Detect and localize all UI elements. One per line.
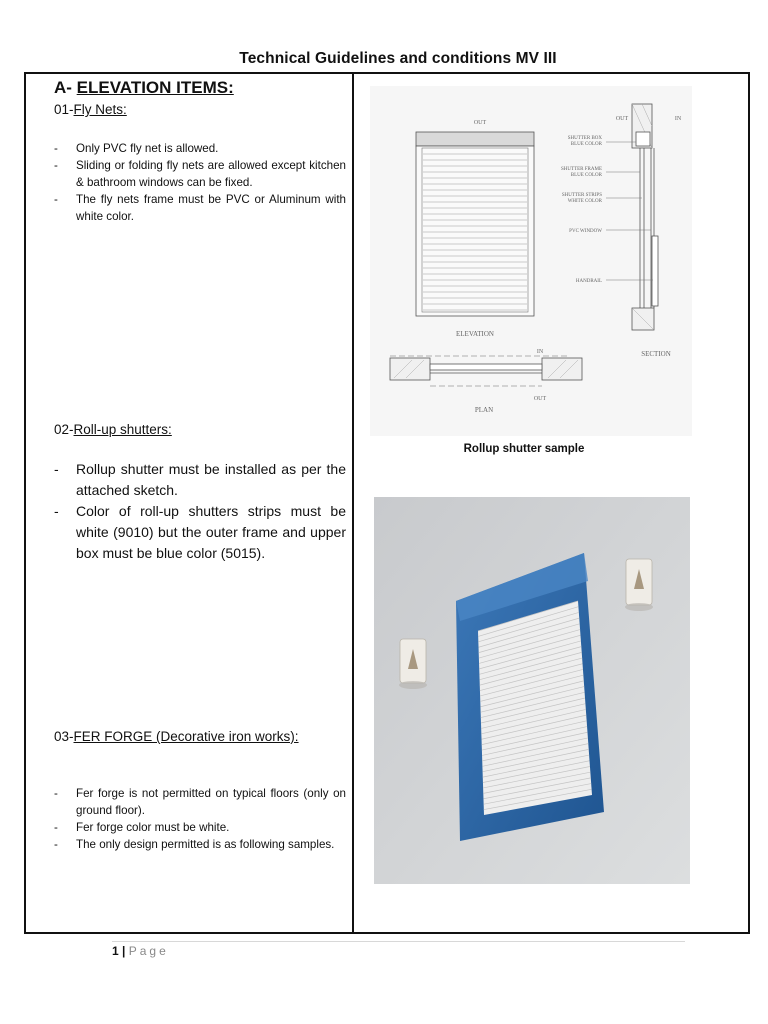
callout-pvc-window: PVC WINDOW <box>569 229 602 234</box>
callout-shutter-box-1: SHUTTER BOX <box>567 136 602 141</box>
subsection-rollup-heading <box>54 422 172 437</box>
page-footer <box>112 944 169 958</box>
footer-separator: | <box>118 944 129 958</box>
plan-drawing <box>390 356 582 386</box>
callout-shutter-frame-2: BLUE COLOR <box>570 173 602 178</box>
elevation-shutter-box <box>416 132 534 146</box>
rollup-shutter-photo <box>374 497 690 884</box>
list-item: - Fer forge color must be white. <box>54 819 346 836</box>
callout-shutter-frame-1: SHUTTER FRAME <box>561 167 602 172</box>
rollup-list <box>54 459 346 564</box>
subsection-title: FER FORGE (Decorative iron works): <box>73 729 299 744</box>
callout-shutter-box-2: BLUE COLOR <box>570 142 602 147</box>
sketch-out-label: OUT <box>473 120 487 126</box>
fly-nets-list <box>54 140 346 225</box>
footer-rule <box>112 941 685 942</box>
column-divider <box>352 72 354 932</box>
section-heading <box>54 78 234 98</box>
callout-shutter-strips-1: SHUTTER STRIPS <box>561 193 602 198</box>
plan-in-label: IN <box>536 349 544 355</box>
section-drawing <box>632 104 658 330</box>
list-item: - Only PVC fly net is allowed. <box>54 140 346 157</box>
list-item: - Color of roll-up shutters strips must be white (9010) but the outer frame and upper box must be blue color (5015). <box>54 501 346 564</box>
wall-lamp-left <box>399 639 427 689</box>
section-out-label: OUT <box>615 116 629 122</box>
elevation-label: ELEVATION <box>456 330 494 338</box>
subsection-title: Fly Nets: <box>73 102 127 117</box>
subsection-number: 03- <box>54 729 74 744</box>
fer-forge-list <box>54 785 346 853</box>
sketch-caption: Rollup shutter sample <box>463 443 585 455</box>
list-item: - Sliding or folding fly nets are allowed except kitchen & bathroom windows can be fixed. <box>54 157 346 191</box>
section-label: SECTION <box>641 350 671 358</box>
plan-out-label: OUT <box>533 396 547 402</box>
rollup-shutter-sketch <box>370 86 692 436</box>
wall-lamp-right <box>625 559 653 611</box>
page-label: Page <box>128 944 169 958</box>
document-title: Technical Guidelines and conditions MV III <box>239 50 557 67</box>
list-item: - The only design permitted is as following samples. <box>54 836 346 853</box>
subsection-fer-forge-heading <box>54 729 299 744</box>
page-number: 1 <box>112 944 119 958</box>
list-item: - Rollup shutter must be installed as per the attached sketch. <box>54 459 346 501</box>
subsection-number: 02- <box>54 422 74 437</box>
subsection-title: Roll-up shutters: <box>73 422 172 437</box>
list-item: - Fer forge is not permitted on typical floors (only on ground floor). <box>54 785 346 819</box>
section-prefix: A- <box>54 78 77 97</box>
list-item: - The fly nets frame must be PVC or Aluminum with white color. <box>54 191 346 225</box>
callout-handrail: HANDRAIL <box>575 279 602 284</box>
section-title: ELEVATION ITEMS: <box>76 78 234 97</box>
subsection-fly-nets-heading <box>54 102 127 117</box>
callout-lines <box>606 142 653 280</box>
section-in-label: IN <box>674 116 682 122</box>
elevation-frame <box>416 146 534 316</box>
plan-label: PLAN <box>474 406 494 414</box>
subsection-number: 01- <box>54 102 74 117</box>
callout-shutter-strips-2: WHITE COLOR <box>567 199 602 204</box>
